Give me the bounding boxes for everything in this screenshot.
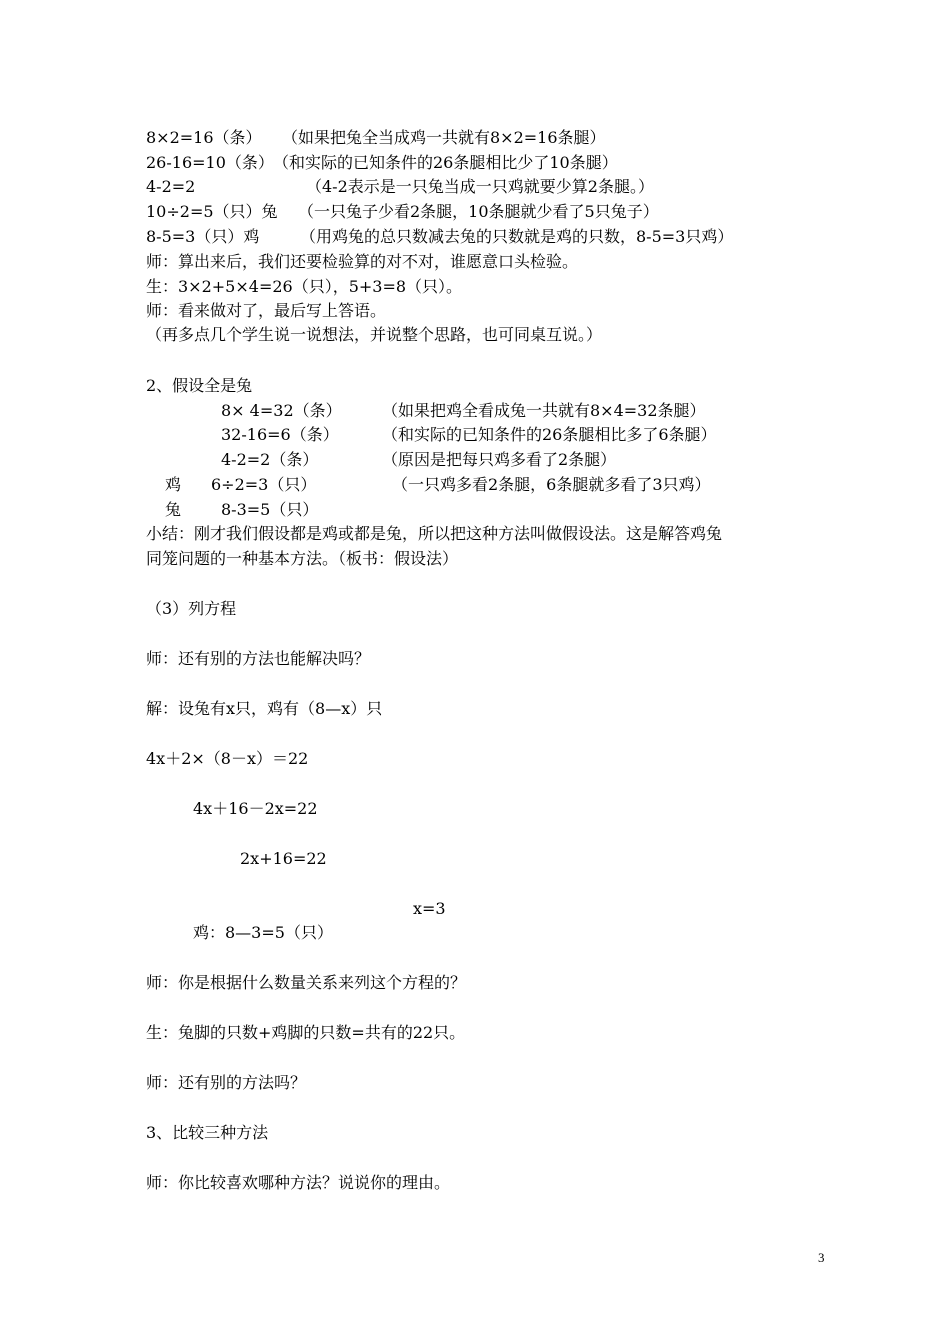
equation-line: 4x＋16－2x=22 — [193, 799, 318, 818]
section-heading: 3、比较三种方法 — [146, 1123, 269, 1142]
solution-line: 解：设兔有x只，鸡有（8—x）只 — [146, 699, 383, 718]
teacher-line: 师：你是根据什么数量关系来列这个方程的？ — [146, 973, 467, 992]
line-note: （4-2表示是一只兔当成一只鸡就要少算2条腿。） — [306, 177, 654, 196]
equation-line: 4x＋2×（8－x）＝22 — [146, 749, 309, 768]
equation-line: 2x+16=22 — [240, 849, 327, 868]
line-calc: 32-16=6（条） — [221, 425, 339, 444]
line-note: （原因是把每只鸡多看了2条腿） — [382, 450, 617, 469]
paragraph-line: （再多点几个学生说一说想法，并说整个思路，也可同桌互说。） — [146, 325, 603, 344]
summary-line: 同笼问题的一种基本方法。（板书：假设法） — [146, 549, 459, 568]
line-label: 兔 — [165, 500, 182, 519]
line-label: 鸡 — [165, 475, 182, 494]
line-note: （一只鸡多看2条腿，6条腿就多看了3只鸡） — [392, 475, 711, 494]
summary-line: 小结：刚才我们假设都是鸡或都是兔，所以把这种方法叫做假设法。这是解答鸡兔 — [146, 524, 723, 543]
line-calc: 26-16=10（条） — [146, 153, 274, 172]
section-heading: （3）列方程 — [146, 599, 237, 618]
line-note: （用鸡兔的总只数减去兔的只数就是鸡的只数，8-5=3只鸡） — [300, 227, 734, 246]
student-line: 生：兔脚的只数+鸡脚的只数=共有的22只。 — [146, 1023, 466, 1042]
line-note: （和实际的已知条件的26条腿相比多了6条腿） — [382, 425, 717, 444]
line-calc: 8-3=5（只） — [221, 500, 319, 519]
teacher-line: 师：看来做对了，最后写上答语。 — [146, 301, 387, 320]
teacher-line: 师：还有别的方法吗？ — [146, 1073, 307, 1092]
line-note: （一只兔子少看2条腿，10条腿就少看了5只兔子） — [298, 202, 659, 221]
line-calc: 8×2=16（条） — [146, 128, 262, 147]
line-note: （和实际的已知条件的26条腿相比少了10条腿） — [273, 153, 618, 172]
page-number: 3 — [818, 1250, 825, 1265]
teacher-line: 师：还有别的方法也能解决吗？ — [146, 649, 371, 668]
line-note: （如果把兔全当成鸡一共就有8×2=16条腿） — [282, 128, 606, 147]
line-calc: 6÷2=3（只） — [211, 475, 317, 494]
line-note: （如果把鸡全看成兔一共就有8×4=32条腿） — [382, 401, 706, 420]
line-calc: 10÷2=5（只）兔 — [146, 202, 278, 221]
equation-line: x=3 — [413, 899, 446, 918]
student-line: 生：3×2+5×4=26（只），5+3=8（只）。 — [146, 277, 463, 296]
line-calc: 8-5=3（只）鸡 — [146, 227, 260, 246]
line-calc: 4-2=2 — [146, 177, 196, 196]
line-calc: 4-2=2（条） — [221, 450, 319, 469]
section-heading: 2、假设全是兔 — [146, 376, 253, 395]
teacher-line: 师：算出来后，我们还要检验算的对不对，谁愿意口头检验。 — [146, 252, 579, 271]
line-calc: 8× 4=32（条） — [221, 401, 342, 420]
teacher-line: 师：你比较喜欢哪种方法？说说你的理由。 — [146, 1173, 451, 1192]
answer-line: 鸡：8—3=5（只） — [193, 923, 333, 942]
